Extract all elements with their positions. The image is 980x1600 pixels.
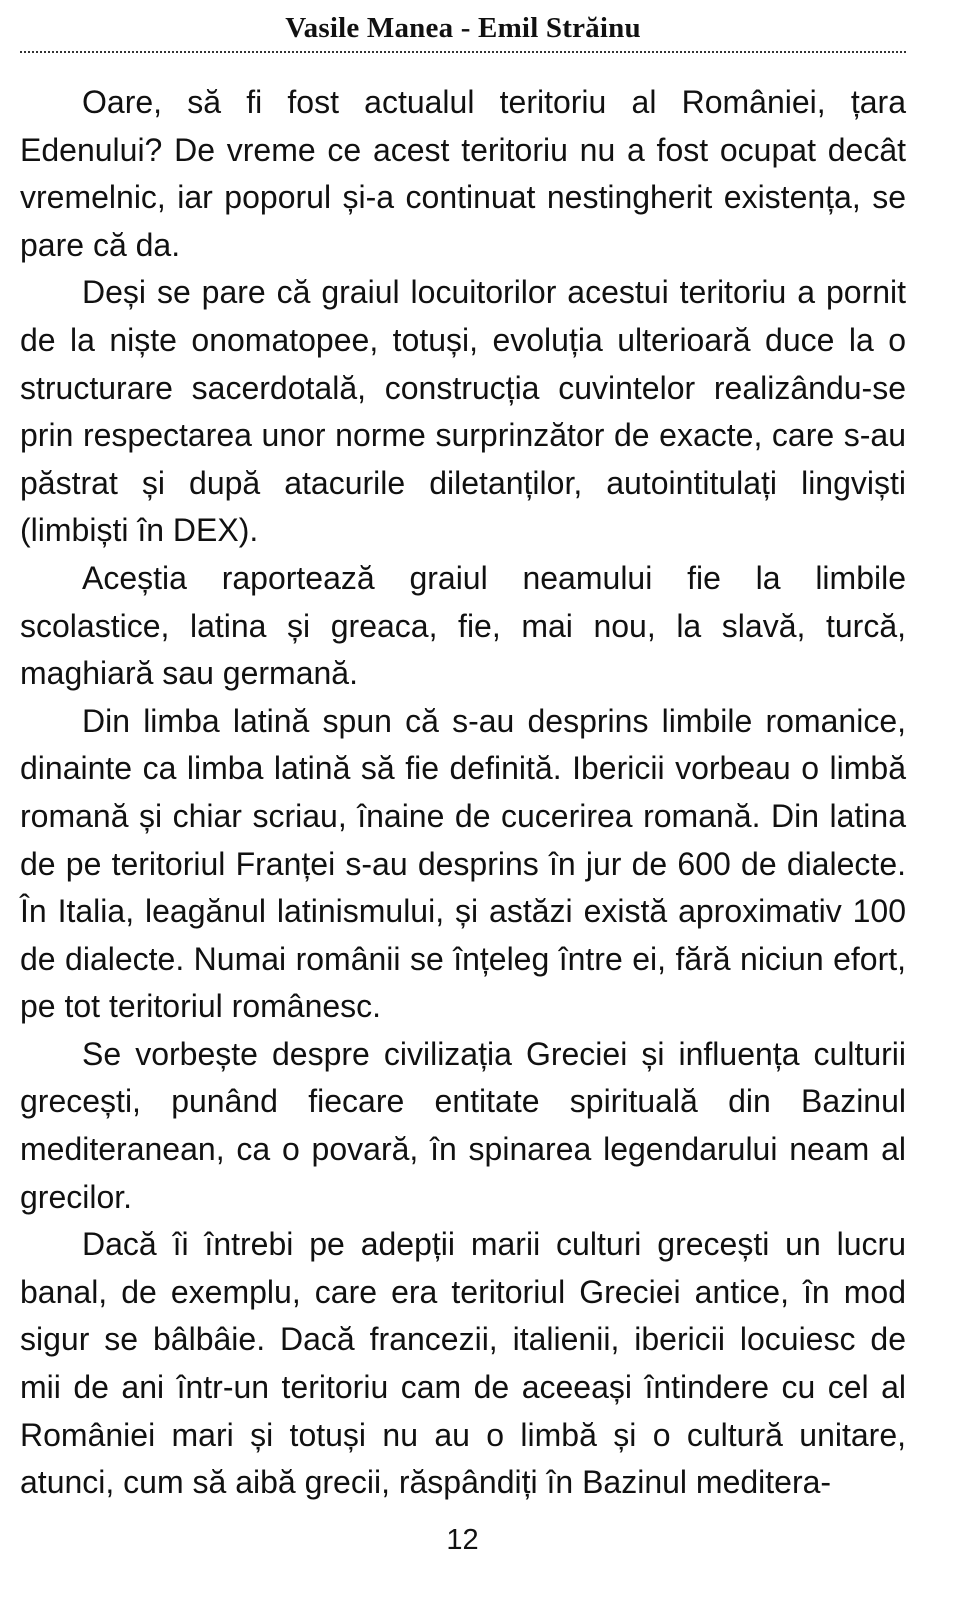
running-header: Vasile Manea - Emil Străinu [285, 12, 641, 44]
paragraph: Aceștia raportează graiul neamului fie la limbile scolastice, latina și greaca, fie, mai nou, la slavă, turcă, maghiară sau germană. [20, 559, 906, 692]
paragraph: Oare, să fi fost actualul teritoriu al României, țara Edenului? De vreme ce acest teritoriu nu a fost ocupat decât vremelnic, iar poporul și-a continuat nestingherit existența, se pare că da. [20, 84, 906, 263]
paragraph: Din limba latină spun că s-au desprins limbile romanice, dinainte ca limba latină să fie definită. Ibericii vorbeau o limbă romană și chiar scriau, înaine de cucerirea romană. Din latina de pe teritoriul Franței s-au desprins în jur de 600 de dialecte. În Italia, leagănul latinismului, și astăzi există aproximativ 100 de dialecte. Numai românii se înțeleg între ei, fără niciun efort, pe tot teritoriul românesc. [20, 702, 906, 1025]
page-number: 12 [446, 1524, 479, 1556]
header-dotted-rule [20, 51, 906, 53]
paragraph: Dacă îi întrebi pe adepții marii culturi grecești un lucru banal, de exemplu, care era teritoriul Greciei antice, în mod sigur se bâlbâie. Dacă francezii, italienii, ibericii locuiesc de mii de ani într-un teritoriu cam de aceeași întindere cu cel al României mari și totuși nu au o limbă și o cultură unitare, atunci, cum să aibă grecii, răspândiți în Bazinul meditera- [20, 1226, 906, 1501]
paragraph: Se vorbește despre civilizația Greciei și influența culturii grecești, punând fiecare entitate spirituală din Bazinul mediteranean, ca o povară, în spinarea legendarului neam al grecilor. [20, 1035, 906, 1215]
body-text [20, 79, 906, 1507]
paragraph: Deși se pare că graiul locuitorilor acestui teritoriu a pornit de la niște onomatopee, totuși, evoluția ulterioară duce la o structurare sacerdotală, construcția cuvintelor realizându-se prin respectarea unor norme surprinzător de exacte, care s-au păstrat și după atacurile diletanților, autointitulați lingviști (limbiști în DEX). [20, 274, 906, 549]
